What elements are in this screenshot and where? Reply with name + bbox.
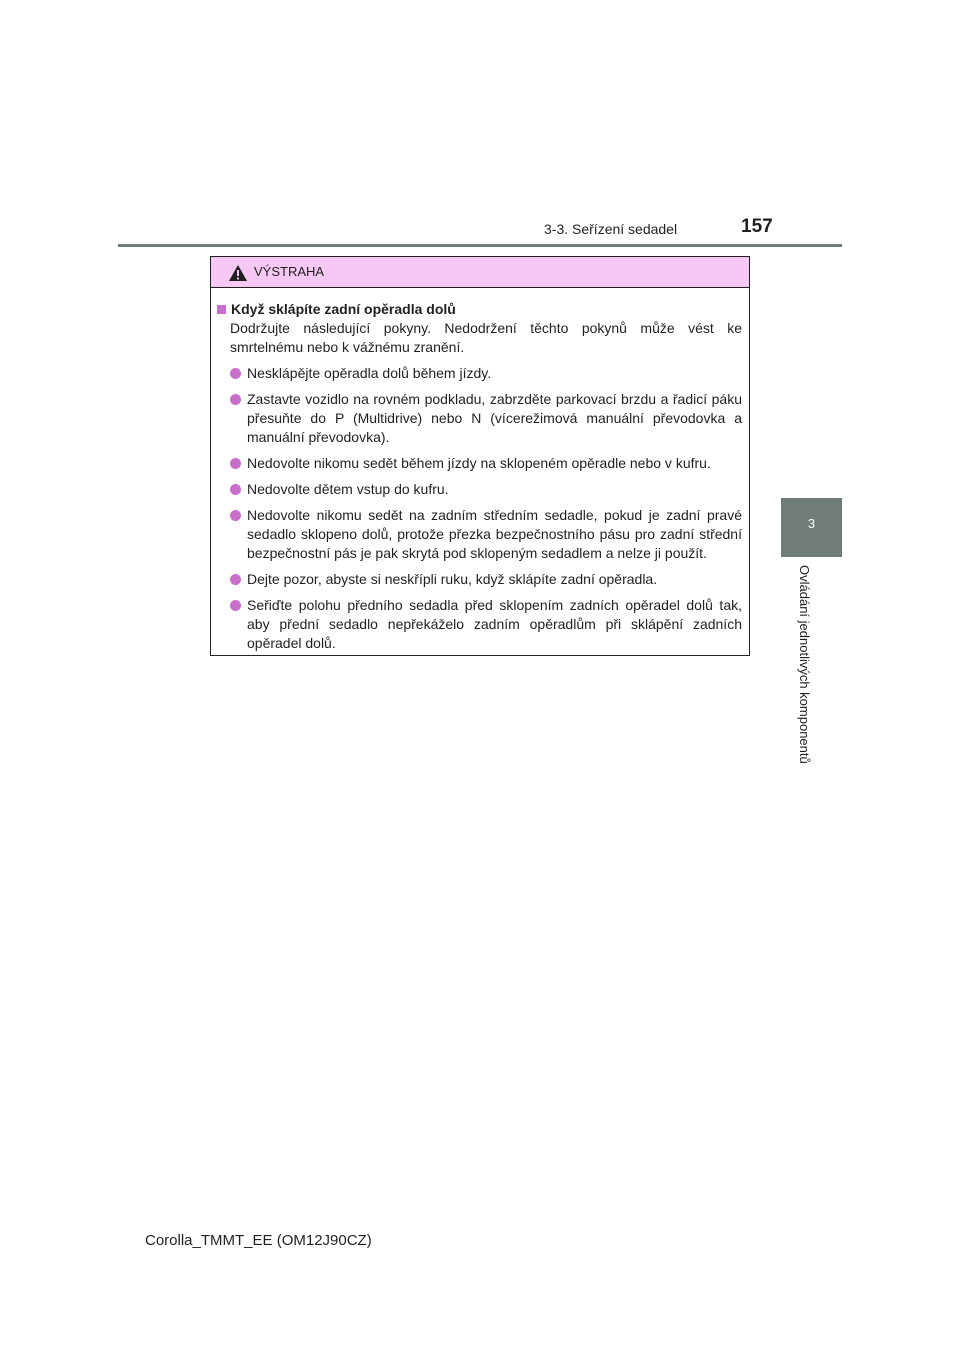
warning-triangle-icon xyxy=(228,264,248,282)
chapter-label-text: Ovládání jednotlivých komponentů xyxy=(797,565,812,764)
warning-header xyxy=(211,257,749,288)
list-item: Nesklápějte opěradla dolů během jízdy. xyxy=(230,364,742,383)
bullet-dot-icon xyxy=(230,484,241,495)
chapter-label xyxy=(792,565,812,785)
list-item: Nedovolte nikomu sedět na zadním středním sedadle, pokud je zadní pravé sedadlo sklopeno dolů, protože přezka bezpečnostního pásu pro zadní střední bezpečnostní pás je pak skrytá pod sklopeným sedadlem a nelze ji použít. xyxy=(230,506,742,563)
list-item: Nedovolte dětem vstup do kufru. xyxy=(230,480,742,499)
square-bullet-icon xyxy=(217,305,226,314)
header-rule xyxy=(118,244,842,247)
bullet-dot-icon xyxy=(230,574,241,585)
warning-body xyxy=(211,288,749,653)
page-number: 157 xyxy=(741,216,773,237)
bullet-dot-icon xyxy=(230,600,241,611)
warning-heading-text: Když sklápíte zadní opěradla dolů xyxy=(231,301,456,317)
warning-heading xyxy=(217,300,742,319)
warning-title: VÝSTRAHA xyxy=(254,264,325,279)
list-item: Dejte pozor, abyste si neskřípli ruku, když sklápíte zadní opěradla. xyxy=(230,570,742,589)
footer-model: Corolla_TMMT_EE (OM12J90CZ) xyxy=(145,1232,372,1249)
warning-intro: Dodržujte následující pokyny. Nedodržení těchto pokynů může vést ke smrtelnému nebo k vážnému zranění. xyxy=(230,320,742,355)
bullet-dot-icon xyxy=(230,394,241,405)
bullet-dot-icon xyxy=(230,510,241,521)
chapter-number: 3 xyxy=(807,516,816,531)
warning-box xyxy=(210,256,750,656)
bullet-dot-icon xyxy=(230,458,241,469)
chapter-tab xyxy=(781,498,842,557)
section-title: 3-3. Seřízení sedadel xyxy=(544,221,678,237)
list-item: Seřiďte polohu předního sedadla před sklopením zadních opěradel dolů tak, aby přední sedadlo nepřekáželo zadním opěradlům při sklápění zadních opěradel dolů. xyxy=(230,596,742,653)
list-item: Zastavte vozidlo na rovném podkladu, zabrzděte parkovací brzdu a řadicí páku přesuňte do P (Multidrive) nebo N (vícerežimová manuální převodovka a manuální převodovka). xyxy=(230,390,742,447)
bullet-dot-icon xyxy=(230,368,241,379)
list-item: Nedovolte nikomu sedět během jízdy na sklopeném opěradle nebo v kufru. xyxy=(230,454,742,473)
